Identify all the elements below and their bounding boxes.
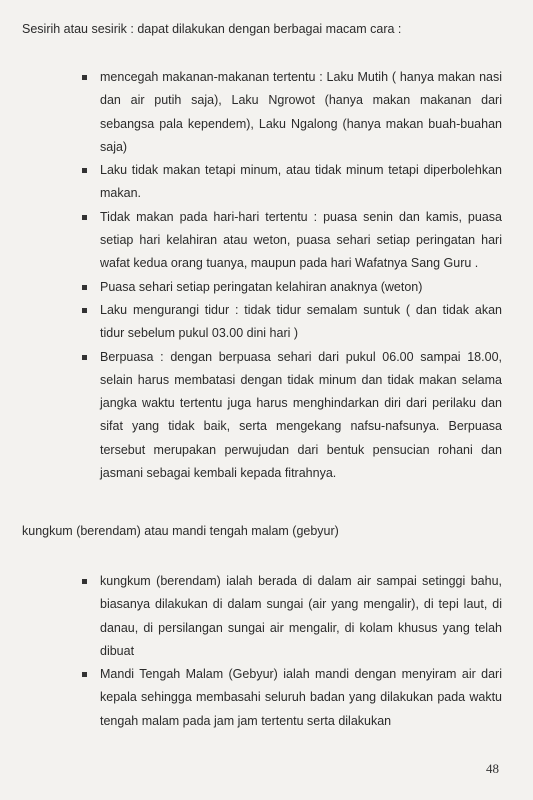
square-bullet-icon [82,355,87,360]
list-item [82,276,502,299]
square-bullet-icon [82,672,87,677]
list-item-text: kungkum (berendam) ialah berada di dalam air sampai setinggi bahu, biasanya dilakukan di dalam sungai (air yang mengalir), di tepi laut, di danau, di persilangan sungai air mengalir, di kolam khusus yang telah dibuat [100,574,502,658]
square-bullet-icon [82,215,87,220]
square-bullet-icon [82,308,87,313]
list-item-text: mencegah makanan-makanan tertentu : Laku Mutih ( hanya makan nasi dan air putih saja), Laku Ngrowot (hanya makan makanan dari sebangsa pala kependem), Laku Ngalong (hanya makan buah-buahan saja) [100,70,502,154]
list-item [82,299,502,346]
list-item-text: Laku mengurangi tidur : tidak tidur semalam suntuk ( dan tidak akan tidur sebelum pukul 03.00 dini hari ) [100,302,502,341]
list-item [82,159,502,206]
bullet-list-kungkum [82,570,502,733]
list-item-text: Puasa sehari setiap peringatan kelahiran anaknya (weton) [100,279,423,294]
square-bullet-icon [82,579,87,584]
section-heading: kungkum (berendam) atau mandi tengah malam (gebyur) [22,524,339,538]
list-item [82,206,502,276]
list-item [82,663,502,733]
list-item-text: Mandi Tengah Malam (Gebyur) ialah mandi dengan menyiram air dari kepala sehingga membasahi seluruh badan yang dilakukan pada waktu tengah malam pada jam jam tertentu serta dilakukan [100,667,502,728]
list-item-text: Laku tidak makan tetapi minum, atau tidak minum tetapi diperbolehkan makan. [100,163,502,201]
square-bullet-icon [82,285,87,290]
list-item [82,66,502,159]
bullet-list-puasa [82,66,502,485]
list-item [82,346,502,486]
intro-line: Sesirih atau sesirik : dapat dilakukan dengan berbagai macam cara : [22,22,402,36]
list-item [82,570,502,663]
list-item-text: Tidak makan pada hari-hari tertentu : puasa senin dan kamis, puasa setiap hari kelahiran atau weton, puasa sehari setiap peringatan hari wafat kedua orang tuanya, maupun pada hari Wafatnya Sang Guru . [100,209,502,271]
square-bullet-icon [82,168,87,173]
square-bullet-icon [82,75,87,80]
page-number: 48 [486,761,499,776]
list-item-text: Berpuasa : dengan berpuasa sehari dari pukul 06.00 sampai 18.00, selain harus membatasi dengan tidak minum dan tidak makan selama jangka waktu tertentu juga harus menghindarkan diri dari perilaku dan sifat yang tidak baik, serta mengekang nafsu-nafsunya. Berpuasa tersebut merupakan perwujudan dari bentuk pensucian rohani dan jasmani sebagai kembali kepada fitrahnya. [100,349,502,481]
